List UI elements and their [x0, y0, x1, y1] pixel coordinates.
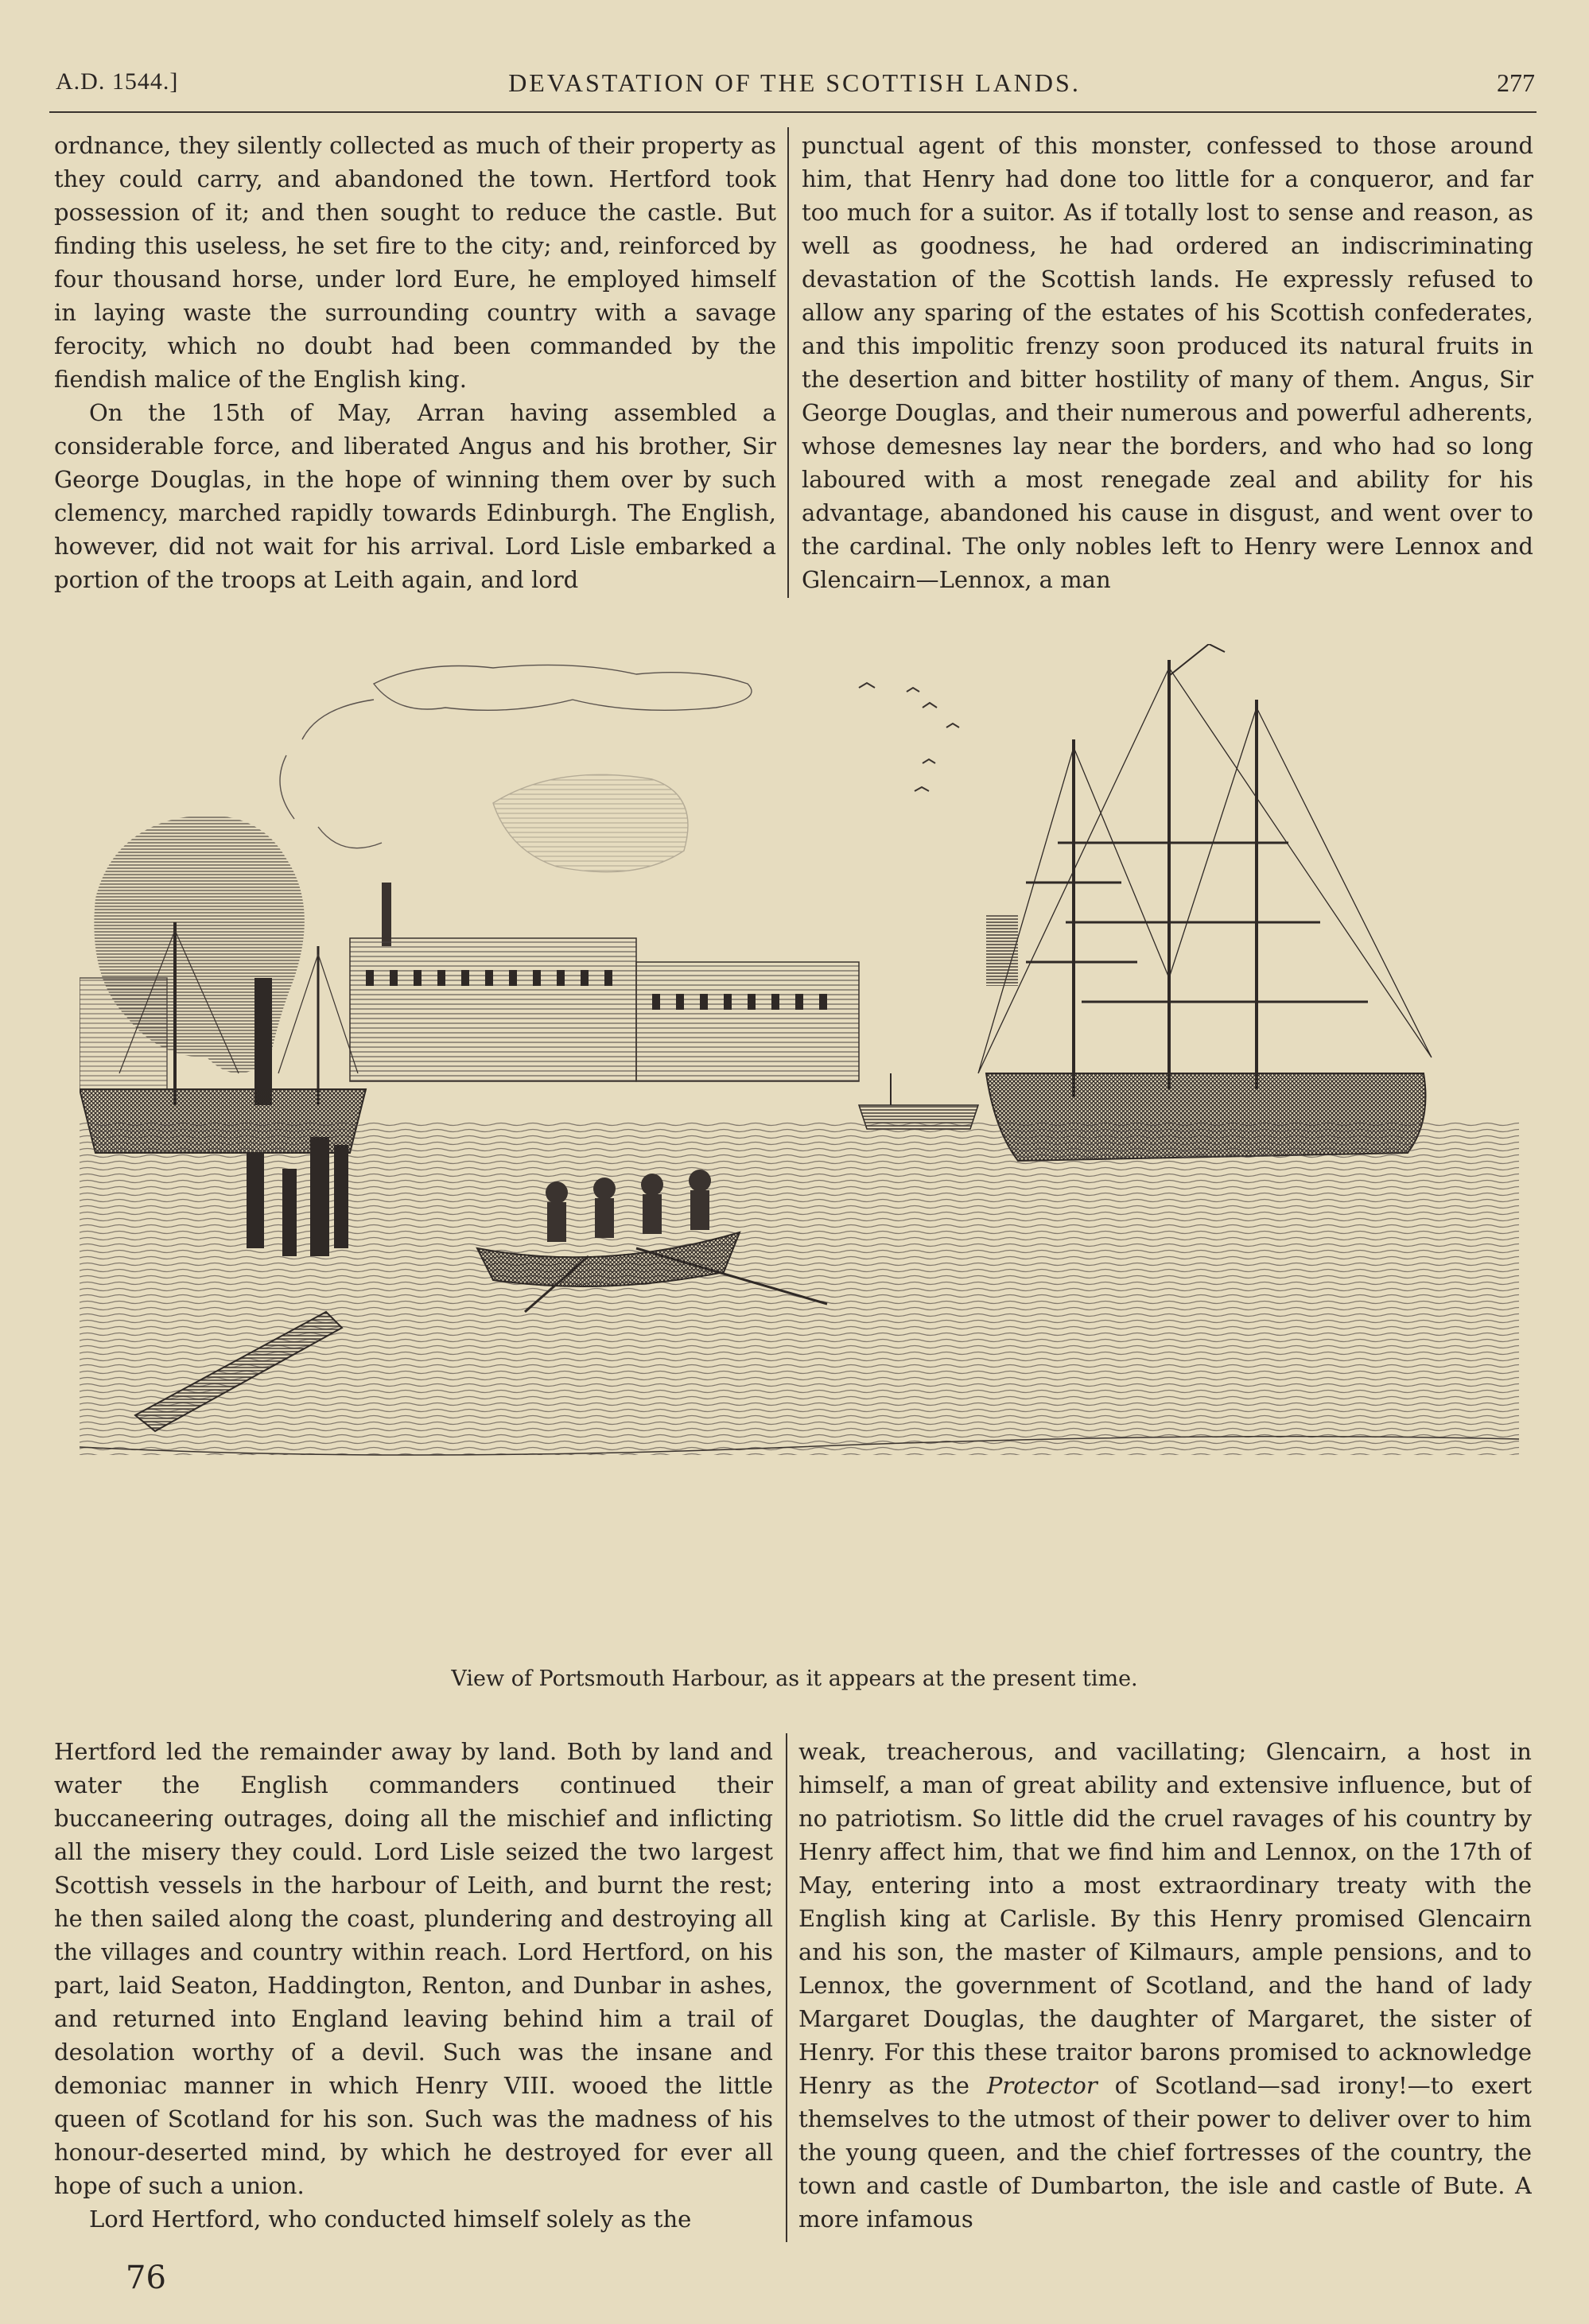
moored-boats: [859, 1073, 978, 1129]
sky-clouds: [280, 665, 752, 871]
harbour-illustration: [80, 644, 1519, 1646]
engraving-portsmouth-harbour: [80, 644, 1519, 1646]
header-date: A.D. 1544.]: [56, 68, 179, 95]
italic-term: Protector: [986, 2072, 1098, 2099]
paragraph: Lord Hertford, who conducted himself solely as the: [89, 2206, 692, 2233]
paragraph: ordnance, they silently collected as much of their property as they could carry, and abandoned the town. Hertford took possession of it; and then sought to reduce the castle. But finding this useless, he set fire to the city; and, reinforced by four thousand horse, under lord Eure, he employed himself in laying waste the surrounding country with a savage ferocity, which no doubt had been commanded by the fiendish malice of the English king.: [54, 132, 776, 393]
paragraph: On the 15th of May, Arran having assembled a considerable force, and liberated Angus and his brother, Sir George Douglas, in the hope of winning them over by such clemency, marched rapidly towards Edinburgh. The English, however, did not wait for his arrival. Lord Lisle embarked a portion of the troops at Leith again, and lord: [54, 399, 776, 593]
column-bottom-right: [798, 1735, 1532, 2244]
column-rule: [786, 1733, 787, 2242]
paragraph: [798, 1735, 1532, 2236]
paragraph: Hertford led the remainder away by land. Both by land and water the English commanders continued their buccaneering outrages, doing all the mischief and inflicting all the misery they could. Lord Lisle seized the two largest Scottish vessels in the harbour of Leith, and burnt the rest; he then sailed along the coast, plundering and destroying all the villages and country within reach. Lord Hertford, on his part, laid Seaton, Haddington, Renton, and Dunbar in ashes, and returned into England leaving behind him a trail of desolation worthy of a devil. Such was the insane and demoniac manner in which Henry VIII. wooed the little queen of Scotland for his son. Such was the madness of his honour-deserted mind, by which he destroyed for ever all hope of such a union.: [54, 1738, 773, 2199]
text-run: of Scotland—sad irony!—to exert themselves to the utmost of their power to deliver over to him the young queen, and the chief fortresses of the country, the town and castle of Dumbarton, the isle and castle of Bute. A more infamous: [798, 2072, 1532, 2233]
column-top-left: [54, 129, 776, 598]
column-top-right: [802, 129, 1533, 598]
header-title: DEVASTATION OF THE SCOTTISH LANDS.: [508, 68, 1081, 97]
running-header: [54, 68, 1535, 103]
figure-caption: View of Portsmouth Harbour, as it appears at the present time.: [451, 1666, 1138, 1691]
page-number: 277: [1497, 68, 1535, 97]
column-rule: [787, 127, 789, 598]
text-run: weak, treacherous, and vacillating; Glencairn, a host in himself, a man of great ability and extensive influence, but of no patriotism. So little did the cruel ravages of his country by Henry affect him, that we find him and Lennox, on the 17th of May, entering into a most extraordinary treaty with the English king at Carlisle. By this Henry promised Glencairn and his son, the master of Kilmaurs, ample pensions, and to Lennox, the government of Scotland, and the hand of lady Margaret Douglas, the daughter of Margaret, the sister of Henry. For this these traitor barons promised to acknowledge Henry as the: [798, 1738, 1532, 2099]
birds: [859, 683, 959, 791]
paragraph: punctual agent of this monster, confessed to those around him, that Henry had done too little for a conqueror, and far too much for a suitor. As if totally lost to sense and reason, as well as goodness, he had ordered an indiscriminating devastation of the Scottish lands. He expressly refused to allow any sparing of the estates of his Scottish confederates, and this impolitic frenzy soon produced its natural fruits in the desertion and bitter hostility of many of them. Angus, Sir George Douglas, and their numerous and powerful adherents, whose demesnes lay near the borders, and who had so long laboured with a most renegade zeal and ability for his advantage, abandoned his cause in disgust, and went over to the cardinal. The only nobles left to Henry were Lennox and Glencairn—Lennox, a man: [802, 132, 1533, 593]
sailing-warship: [978, 644, 1432, 1161]
column-bottom-left: [54, 1735, 773, 2244]
header-rule: [49, 111, 1537, 113]
signature-mark: 76: [126, 2260, 166, 2296]
